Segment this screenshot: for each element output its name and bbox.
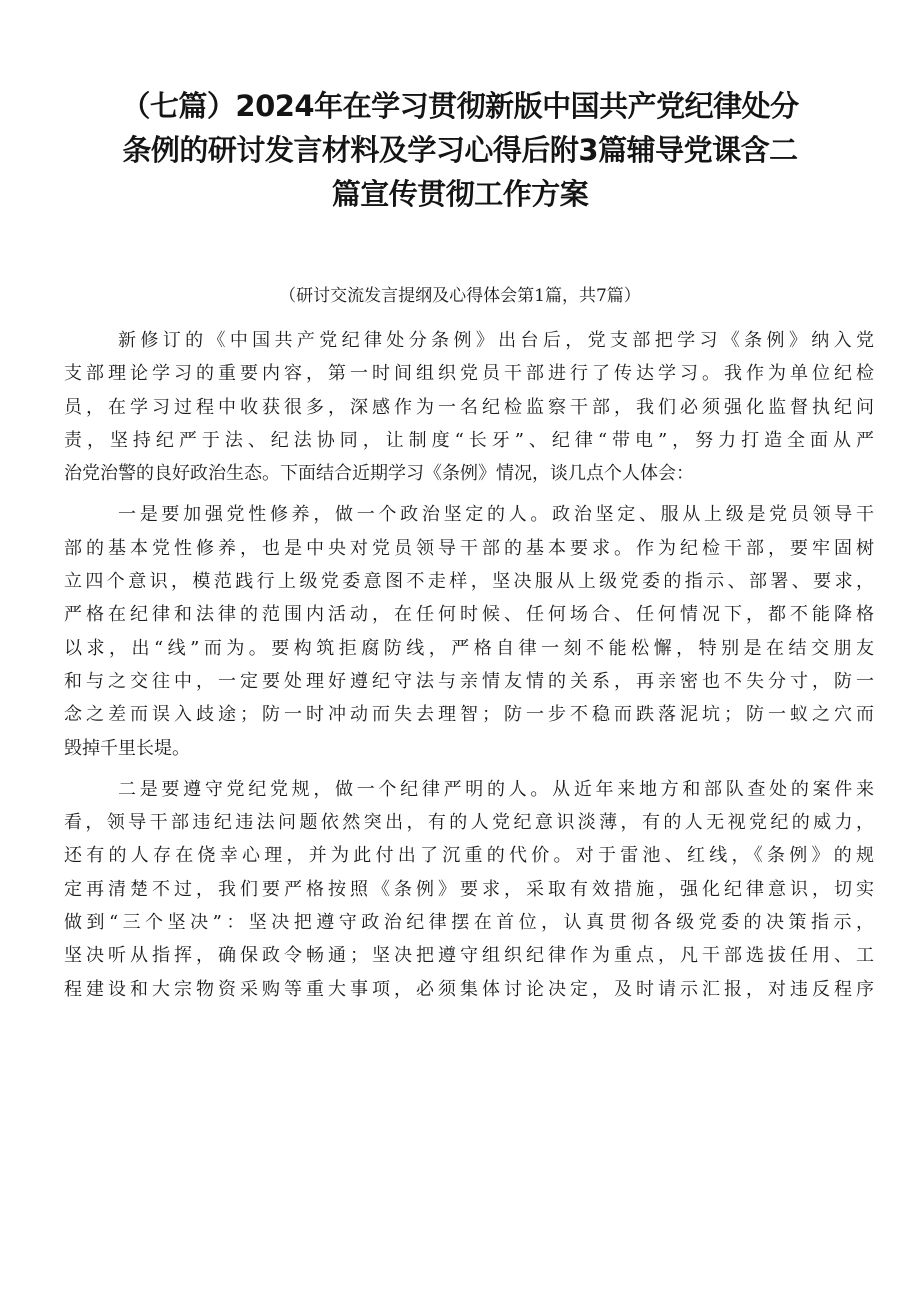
- text-line: 做到“三个坚决”：坚决把遵守政治纪律摆在首位，认真贯彻各级党委的决策指示，: [64, 912, 874, 934]
- text-line: 严格在纪律和法律的范围内活动，在任何时候、任何场合、任何情况下，都不能降格: [64, 604, 874, 626]
- title-line: （七篇）2024年在学习贯彻新版中国共产党纪律处分: [121, 89, 799, 123]
- text-line: 定再清楚不过，我们要严格按照《条例》要求，采取有效措施，强化纪律意识，切实: [64, 878, 874, 900]
- paragraph-point-two: [64, 773, 874, 1006]
- text-line: 新修订的《中国共产党纪律处分条例》出台后，党支部把学习《条例》纳入党: [118, 330, 874, 351]
- text-line: 毁掉千里长堤。: [64, 737, 190, 759]
- text-line: 治党治警的良好政治生态。下面结合近期学习《条例》情况，谈几点个人体会：: [64, 463, 694, 485]
- text-line: 看，领导干部违纪违法问题依然突出，有的人党纪意识淡薄，有的人无视党纪的威力，: [64, 812, 874, 834]
- text-line: 程建设和大宗物资采购等重大事项，必须集体讨论决定，及时请示汇报，对违反程序: [64, 978, 874, 1000]
- text-line: 还有的人存在侥幸心理，并为此付出了沉重的代价。对于雷池、红线，《条例》的规: [64, 845, 874, 867]
- document-body: [64, 324, 874, 1014]
- text-line: 坚决听从指挥，确保政令畅通；坚决把遵守组织纪律作为重点，凡干部选拔任用、工: [64, 945, 874, 967]
- title-line: 条例的研讨发言材料及学习心得后附3篇辅导党课含二: [122, 133, 798, 167]
- text-line: 立四个意识，模范践行上级党委意图不走样，坚决服从上级党委的指示、部署、要求，: [64, 571, 874, 593]
- text-line: 责，坚持纪严于法、纪法协同，让制度“长牙”、纪律“带电”，努力打造全面从严: [64, 429, 874, 451]
- document-subtitle: （研讨交流发言提纲及心得体会第1篇，共7篇）: [279, 286, 641, 306]
- text-line: 一是要加强党性修养，做一个政治坚定的人。政治坚定、服从上级是党员领导干: [118, 504, 874, 526]
- text-line: 和与之交往中，一定要处理好遵纪守法与亲情友情的关系，再亲密也不失分寸，防一: [64, 670, 874, 692]
- text-line: 以求，出“线”而为。要构筑拒腐防线，严格自律一刻不能松懈，特别是在结交朋友: [64, 637, 874, 659]
- paragraph-point-one: [64, 498, 874, 764]
- text-line: 二是要遵守党纪党规，做一个纪律严明的人。从近年来地方和部队查处的案件来: [118, 778, 874, 800]
- text-line: 员，在学习过程中收获很多，深感作为一名纪检监察干部，我们必须强化监督执纪问: [64, 396, 874, 418]
- text-line: 部的基本党性修养，也是中央对党员领导干部的基本要求。作为纪检干部，要牢固树: [64, 537, 874, 559]
- title-line: 篇宣传贯彻工作方案: [331, 177, 589, 211]
- paragraph-intro: [64, 324, 874, 490]
- text-line: 念之差而误入歧途；防一时冲动而失去理智；防一步不稳而跌落泥坑；防一蚁之穴而: [64, 704, 874, 726]
- text-line: 支部理论学习的重要内容，第一时间组织党员干部进行了传达学习。我作为单位纪检: [64, 363, 874, 385]
- document-title: [100, 84, 820, 216]
